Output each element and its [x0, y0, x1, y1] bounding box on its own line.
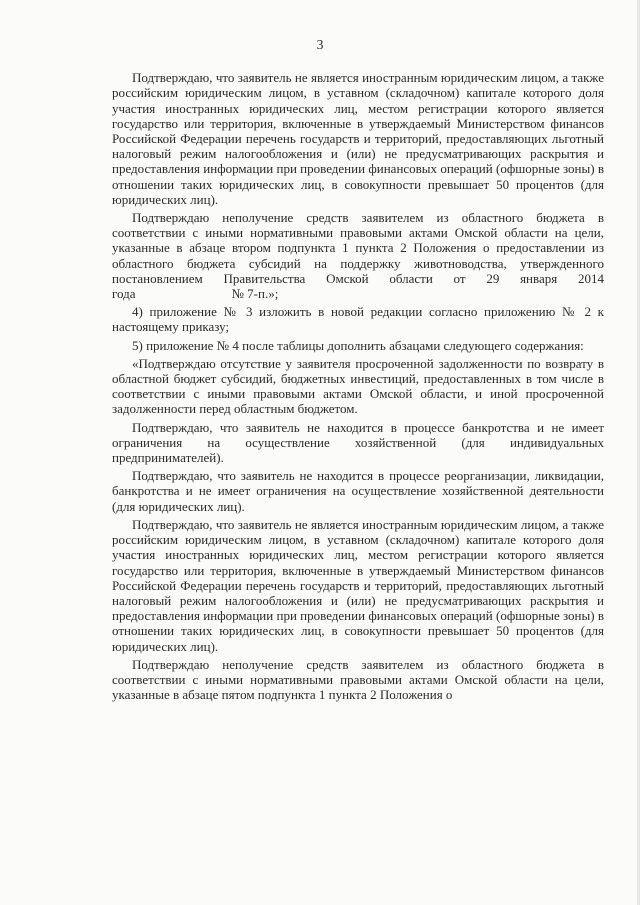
paragraph-no-debt: «Подтверждаю отсутствие у заявителя просроченной задолженности по возврату в областной бюджет субсидий, бюджетных инвестиций, предоставленных в том числе в соответствии с иными правовыми актами Омской области, и иной просроченной задолженности перед областным бюджетом. [112, 355, 604, 417]
paragraph-no-reorganization: Подтверждаю, что заявитель не находится в процессе реорганизации, ликвидации, банкротства и не имеет ограничения на осуществление хозяйственной деятельности (для юридических лиц). [112, 468, 604, 514]
item-4: 4) приложение № 3 изложить в новой редакции согласно приложению № 2 к настоящему приказу; [112, 304, 604, 335]
paragraph-no-bankruptcy-ip: Подтверждаю, что заявитель не находится в процессе банкротства и не имеет ограничения на осуществление хозяйственной (для индивидуальных предпринимателей). [112, 419, 604, 466]
page-number: 3 [316, 38, 324, 53]
paragraph-no-funding-1 [112, 210, 604, 301]
item-5: 5) приложение № 4 после таблицы дополнить абзацами следующего содержания: [132, 337, 584, 353]
paragraph-no-funding-2: Подтверждаю неполучение средств заявителем из областного бюджета в соответствии с иными нормативными правовыми актами Омской области на цели, указанные в абзаце пятом подпункта 1 пункта 2 Положения о [112, 656, 604, 703]
paragraph-offshore-2: Подтверждаю, что заявитель не является иностранным юридическим лицом, а также российским юридическим лицом, в уставном (складочном) капитале которого доля участия иностранных юридических лиц, местом регистрации которого является государство или территория, включенные в утверждаемый Министерством финансов Российской Федерации перечень государств и территорий, предоставляющих льготный налоговый режим налогообложения и (или) не предусматривающих раскрытия и предоставления информации при проведении финансовых операций (офшорные зоны) в отношении таких юридических лиц, в совокупности превышает 50 процентов (для юридических лиц). [112, 516, 604, 654]
resolution-number: № 7-п.»; [231, 286, 279, 302]
paragraph-offshore-1: Подтверждаю, что заявитель не является иностранным юридическим лицом, а также российским юридическим лицом, в уставном (складочном) капитале которого доля участия иностранных юридических лиц, местом регистрации которого является государство или территория, включенные в утверждаемый Министерством финансов Российской Федерации перечень государств и территорий, предоставляющих льготный налоговый режим налогообложения и (или) не предусматривающих раскрытия и предоставления информации при проведении финансовых операций (офшорные зоны) в отношении таких юридических лиц, в совокупности превышает 50 процентов (для юридических лиц). [112, 70, 604, 207]
paragraph-no-funding-1-text: Подтверждаю неполучение средств заявителем из областного бюджета в соответствии с иными нормативными правовыми актами Омской области на цели, указанные в абзаце втором подпункта 1 пункта 2 Положения о предоставлении из областного бюджета субсидий на поддержку животноводства, утвержденного постановлением Правительства Омской области от 29 января 2014 года [112, 210, 604, 302]
